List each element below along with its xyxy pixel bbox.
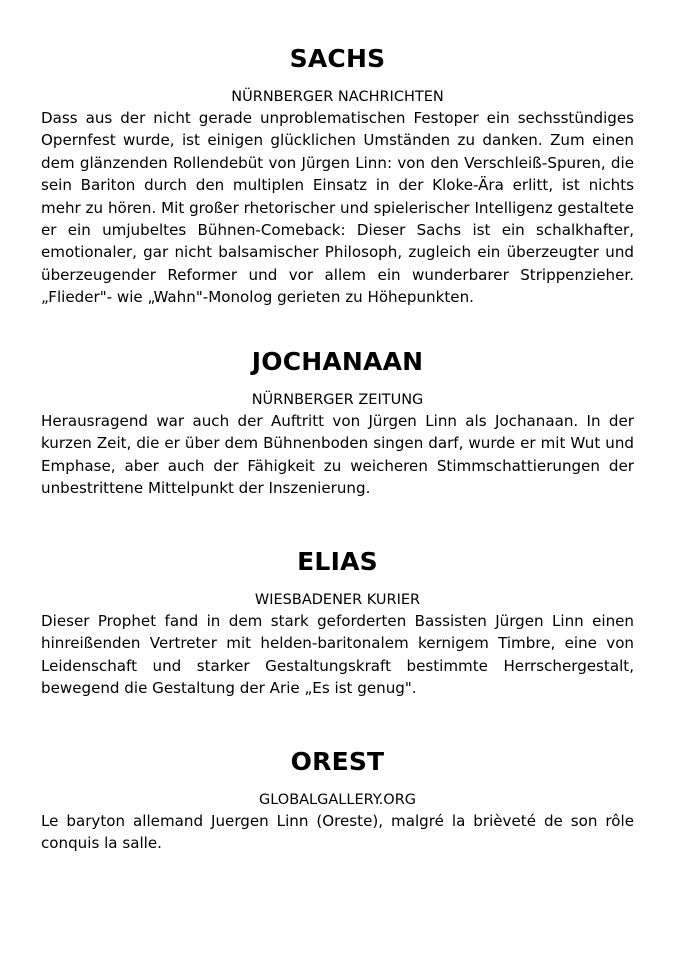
role-title: JOCHANAAN — [251, 347, 424, 376]
review-text: Dieser Prophet fand in dem stark geforderten Bassisten Jürgen Linn einen hinreißenden Vertreter mit helden-baritonalem kernigem Timbre, eine von Leidenschaft und starker Gestaltungskraft bestimmte Herrschergestalt, bewegend die Gestaltung der Arie „Es ist genug". — [41, 612, 634, 698]
review-text: Herausragend war auch der Auftritt von Jürgen Linn als Jochanaan. In der kurzen Zeit, die er über dem Bühnenboden singen darf, wurde er mit Wut und Emphase, aber auch der Fähigkeit zu weicheren Stimmschattierungen der unbestrittene Mittelpunkt der Inszenierung. — [41, 412, 634, 498]
review-source: NÜRNBERGER NACHRICHTEN — [231, 89, 444, 105]
review-source: NÜRNBERGER ZEITUNG — [251, 392, 424, 408]
review-section-jochanaan — [41, 347, 634, 500]
role-title: SACHS — [289, 44, 386, 73]
review-section-elias — [41, 547, 634, 700]
review-text: Dass aus der nicht gerade unproblematischen Festoper ein sechsstündiges Opernfest wurde, ist einigen glücklichen Umständen zu danken. Zum einen dem glänzenden Rollendebüt von Jürgen Linn: von den Verschleiß-Spuren, die sein Bariton durch den multiplen Einsatz in der Kloke-Ära erlitt, ist nichts mehr zu hören. Mit großer rhetorischer und spielerischer Intelligenz gestaltete er ein umjubeltes Bühnen-Comeback: Dieser Sachs ist ein schalkhafter, emotionaler, gar nicht balsamischer Philosoph, zugleich ein überzeugter und überzeugender Reformer und vor allem ein wunderbarer Strippenzieher. „Flieder"- wie „Wahn"-Monolog gerieten zu Höhepunkten. — [41, 109, 634, 307]
role-title: OREST — [290, 747, 385, 776]
role-title: ELIAS — [297, 547, 378, 576]
review-source: GLOBALGALLERY.ORG — [258, 792, 417, 808]
review-section-sachs — [41, 44, 634, 309]
review-source: WIESBADENER KURIER — [254, 592, 421, 608]
review-section-orest — [41, 747, 634, 855]
review-text: Le baryton allemand Juergen Linn (Oreste), malgré la brièveté de son rôle conquis la salle. — [41, 812, 634, 853]
